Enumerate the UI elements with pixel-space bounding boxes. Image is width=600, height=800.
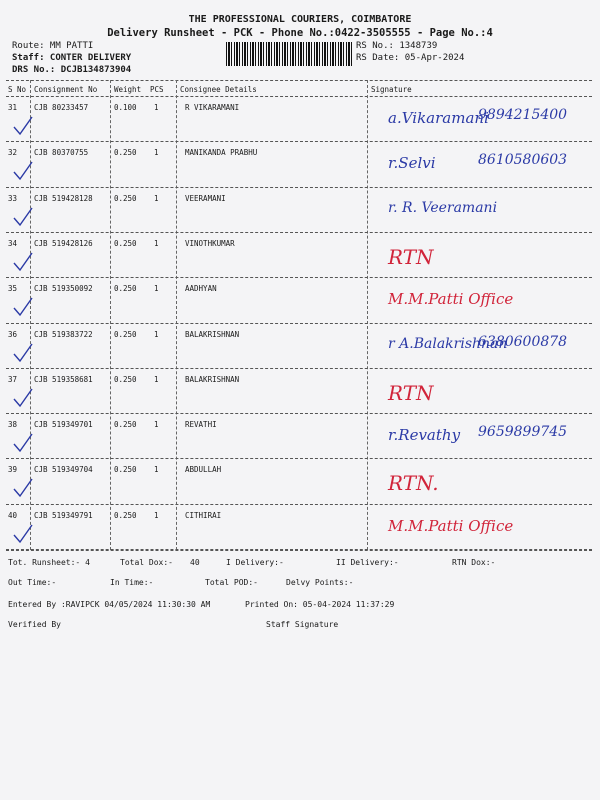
row-consignee: MANIKANDA PRABHU <box>185 148 258 158</box>
out-time: Out Time:- <box>8 578 57 587</box>
row-consignment-no: CJB 519350092 <box>34 284 93 294</box>
row-signature: M.M.Patti Office <box>388 290 514 309</box>
staff-label: Staff: CONTER DELIVERY <box>12 53 132 63</box>
col-header-pcs: PCS <box>150 85 164 94</box>
row-consignee: AADHYAN <box>185 284 217 294</box>
row-consignment-no: CJB 519349704 <box>34 465 93 475</box>
check-tick-icon <box>12 160 34 182</box>
row-signature: M.M.Patti Office <box>388 516 514 535</box>
col-header-weight: Weight <box>114 85 142 94</box>
row-signature: RTN. <box>388 471 439 496</box>
column-divider <box>176 80 177 550</box>
row-phone-note: 9659899745 <box>478 424 568 441</box>
i-delivery: I Delivery:- <box>226 558 284 567</box>
row-consignment-no: CJB 519428128 <box>34 193 93 203</box>
row-weight: 0.250 <box>114 420 137 430</box>
row-consignment-no: CJB 519428126 <box>34 238 93 248</box>
row-consignee: BALAKRISHNAN <box>185 374 240 384</box>
row-signature: r A.Balakrishnan <box>388 335 508 352</box>
row-sno: 38 <box>8 420 18 430</box>
row-separator <box>6 413 592 414</box>
row-weight: 0.250 <box>114 284 137 294</box>
row-weight: 0.250 <box>114 510 137 520</box>
row-signature: a.Vikaramani <box>388 109 489 127</box>
check-tick-icon <box>12 296 34 318</box>
total-dox-label: Total Dox:- <box>120 558 173 567</box>
row-separator <box>6 232 592 233</box>
row-signature: RTN <box>388 244 434 269</box>
col-header-consignment: Consignment No <box>34 85 98 94</box>
ii-delivery: II Delivery:- <box>336 558 399 567</box>
row-phone-note: 9894215400 <box>478 107 568 123</box>
check-tick-icon <box>12 115 34 137</box>
row-pcs: 1 <box>154 238 159 248</box>
table-header-rule <box>6 96 592 97</box>
row-pcs: 1 <box>154 193 159 203</box>
row-signature: r.Selvi <box>388 154 436 173</box>
runsheet-subtitle: Delivery Runsheet - PCK - Phone No.:0422-3505555 - Page No.:4 <box>107 27 493 39</box>
check-tick-icon <box>12 387 34 409</box>
row-consignee: CITHIRAI <box>185 510 222 520</box>
row-pcs: 1 <box>154 465 159 475</box>
row-separator <box>6 323 592 324</box>
row-pcs: 1 <box>154 420 159 430</box>
rs-date: RS Date: 05-Apr-2024 <box>356 53 465 63</box>
row-consignee: VINOTHKUMAR <box>185 238 235 248</box>
row-consignee: VEERAMANI <box>185 193 226 203</box>
check-tick-icon <box>12 206 34 228</box>
staff-signature: Staff Signature <box>266 620 339 629</box>
row-consignee: REVATHI <box>185 420 217 430</box>
check-tick-icon <box>12 251 34 273</box>
check-tick-icon <box>12 432 34 454</box>
row-signature: RTN <box>388 380 434 405</box>
row-separator <box>6 458 592 459</box>
company-title: THE PROFESSIONAL COURIERS, COIMBATORE <box>188 14 412 25</box>
row-separator <box>6 504 592 505</box>
verified-by: Verified By <box>8 620 61 629</box>
total-pod: Total POD:- <box>205 578 258 587</box>
row-consignment-no: CJB 80233457 <box>34 103 89 112</box>
check-tick-icon <box>12 523 34 545</box>
row-consignment-no: CJB 80370755 <box>34 148 89 158</box>
column-divider <box>110 80 111 550</box>
row-sno: 34 <box>8 238 18 248</box>
row-sno: 31 <box>8 103 18 112</box>
row-consignment-no: CJB 519349701 <box>34 420 93 430</box>
row-sno: 32 <box>8 148 18 158</box>
row-pcs: 1 <box>154 510 159 520</box>
drs-number: DRS No.: DCJB134873904 <box>12 65 132 75</box>
row-separator <box>6 187 592 188</box>
row-separator <box>6 368 592 369</box>
col-header-signature: Signature <box>371 85 412 94</box>
row-separator <box>6 277 592 278</box>
row-pcs: 1 <box>154 284 159 294</box>
row-signature: r. R. Veeramani <box>388 199 498 216</box>
route-label: Route: MM PATTI <box>12 41 94 51</box>
row-weight: 0.100 <box>114 103 137 112</box>
row-sno: 33 <box>8 193 18 203</box>
row-phone-note: 6380600878 <box>478 333 568 350</box>
total-dox-value: 40 <box>190 558 200 567</box>
check-tick-icon <box>12 342 34 364</box>
row-pcs: 1 <box>154 148 159 158</box>
printed-on: Printed On: 05-04-2024 11:37:29 <box>245 600 395 609</box>
row-weight: 0.250 <box>114 329 137 339</box>
row-consignment-no: CJB 519358681 <box>34 374 93 384</box>
row-pcs: 1 <box>154 374 159 384</box>
tot-runsheet: Tot. Runsheet:- 4 <box>8 558 90 567</box>
row-weight: 0.250 <box>114 193 137 203</box>
row-consignee: R VIKARAMANI <box>185 103 240 112</box>
row-weight: 0.250 <box>114 238 137 248</box>
in-time: In Time:- <box>110 578 154 587</box>
rtn-dox: RTN Dox:- <box>452 558 496 567</box>
row-signature: r.Revathy <box>388 426 461 445</box>
entered-by: Entered By :RAVIPCK 04/05/2024 11:30:30 AM <box>8 600 211 609</box>
row-weight: 0.250 <box>114 374 137 384</box>
check-tick-icon <box>12 477 34 499</box>
row-consignment-no: CJB 519383722 <box>34 329 93 339</box>
row-separator <box>6 141 592 142</box>
row-sno: 37 <box>8 374 18 384</box>
row-consignee: BALAKRISHNAN <box>185 329 240 339</box>
delvy-points: Delvy Points:- <box>286 578 354 587</box>
barcode <box>226 42 352 66</box>
column-divider <box>367 80 368 550</box>
row-weight: 0.250 <box>114 148 137 158</box>
row-consignee: ABDULLAH <box>185 465 222 475</box>
row-phone-note: 8610580603 <box>478 152 568 169</box>
row-pcs: 1 <box>154 329 159 339</box>
row-sno: 35 <box>8 284 18 294</box>
row-pcs: 1 <box>154 103 159 112</box>
table-top-rule <box>6 80 592 81</box>
row-sno: 36 <box>8 329 18 339</box>
table-bottom-rule <box>6 550 592 551</box>
rs-number: RS No.: 1348739 <box>356 41 438 51</box>
row-consignment-no: CJB 519349791 <box>34 510 93 520</box>
row-weight: 0.250 <box>114 465 137 475</box>
col-header-sno: S No <box>8 85 27 94</box>
col-header-consignee: Consignee Details <box>180 85 257 94</box>
row-sno: 39 <box>8 465 18 475</box>
row-sno: 40 <box>8 510 18 520</box>
